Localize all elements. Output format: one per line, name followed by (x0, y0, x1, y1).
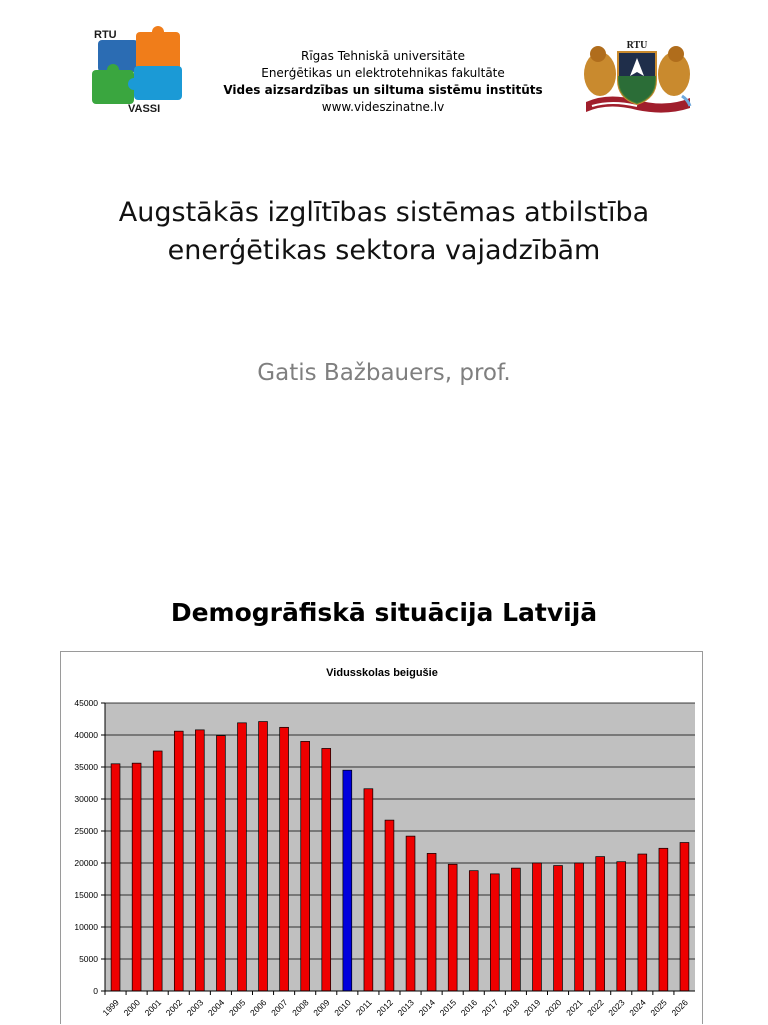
slide-title-line-1: Augstākās izglītības sistēmas atbilstība (118, 197, 650, 228)
bar-2010 (343, 770, 352, 991)
bar-chart (61, 652, 704, 1025)
x-tick-label: 2006 (247, 997, 269, 1018)
bar-2022 (596, 857, 605, 991)
author-name: Gatis Bažbauers, prof. (257, 360, 511, 386)
x-tick-label: 2026 (669, 997, 690, 1018)
y-tick-label: 45000 (74, 698, 98, 708)
bar-2015 (448, 864, 457, 991)
x-tick-label: 2005 (226, 997, 248, 1018)
y-tick-label: 5000 (79, 954, 98, 964)
x-tick-label: 2007 (269, 997, 290, 1018)
x-tick-label: 2010 (332, 997, 353, 1018)
institution-block (200, 48, 566, 116)
x-tick-label: 2022 (585, 997, 606, 1018)
bar-2000 (132, 763, 141, 991)
y-tick-label: 25000 (74, 826, 98, 836)
bar-2021 (575, 863, 584, 991)
y-tick-label: 0 (93, 986, 98, 996)
x-tick-label: 2023 (606, 997, 627, 1018)
bar-2001 (153, 751, 162, 991)
bar-2013 (406, 836, 415, 991)
x-tick-label: 2012 (374, 997, 395, 1018)
bar-2004 (216, 736, 225, 991)
bar-2026 (680, 843, 689, 991)
x-tick-label: 2000 (121, 997, 143, 1018)
x-tick-label: 2018 (500, 997, 522, 1018)
rtu-vassi-logo (68, 26, 198, 114)
x-tick-label: 2020 (542, 997, 564, 1018)
x-tick-label: 1999 (100, 997, 121, 1018)
x-tick-label: 2008 (290, 997, 311, 1018)
x-tick-label: 2011 (353, 997, 374, 1018)
slide-title-line-2: enerģētikas sektora vajadzībām (167, 235, 601, 266)
x-tick-label: 2021 (564, 997, 585, 1018)
x-tick-label: 2016 (458, 997, 480, 1018)
x-tick-label: 2002 (163, 997, 185, 1018)
y-tick-label: 10000 (74, 922, 98, 932)
x-tick-label: 2014 (416, 997, 438, 1018)
bar-2006 (259, 722, 268, 991)
y-tick-label: 40000 (74, 730, 98, 740)
bar-2011 (364, 789, 373, 991)
bar-2025 (659, 848, 668, 991)
plot-area (105, 703, 695, 991)
logo-right-text: RTU (626, 40, 648, 51)
bar-2023 (617, 862, 626, 991)
x-tick-label: 2015 (437, 997, 459, 1018)
slide-title (60, 194, 708, 270)
bar-2005 (238, 723, 247, 991)
bar-2016 (469, 871, 478, 991)
bar-2020 (554, 866, 563, 991)
bar-2003 (195, 730, 204, 991)
x-tick-label: 2003 (184, 997, 206, 1018)
bar-2017 (490, 874, 499, 991)
x-tick-label: 2001 (142, 997, 164, 1018)
x-tick-label: 2024 (627, 997, 648, 1018)
x-tick-label: 2009 (311, 997, 332, 1018)
bar-2002 (174, 731, 183, 991)
chart-frame (60, 651, 703, 1024)
institution-url: www.videszinatne.lv (321, 100, 445, 114)
bar-2009 (322, 748, 331, 991)
institution-university: Rīgas Tehniskā universitāte (301, 49, 465, 63)
chart-title: Vidusskolas beigušie (326, 667, 438, 679)
x-tick-label: 2013 (395, 997, 416, 1018)
bar-2024 (638, 854, 647, 991)
x-tick-label: 2019 (521, 997, 543, 1018)
bar-2008 (301, 741, 310, 991)
bar-2019 (533, 863, 542, 991)
bar-2018 (511, 868, 520, 991)
x-tick-label: 2004 (205, 997, 227, 1018)
institution-institute: Vides aizsardzības un siltuma sistēmu institūts (223, 83, 543, 97)
y-tick-label: 30000 (74, 794, 98, 804)
bar-1999 (111, 764, 120, 991)
section-title: Demogrāfiskā situācija Latvijā (170, 598, 598, 627)
logo-left-top-text: RTU (94, 29, 117, 41)
rtu-coat-of-arms-logo (578, 36, 696, 116)
institution-faculty: Enerģētikas un elektrotehnikas fakultāte (261, 66, 505, 80)
bar-2012 (385, 820, 394, 991)
logo-left-bottom-text: VASSI (128, 103, 161, 114)
y-tick-label: 20000 (74, 858, 98, 868)
bar-2014 (427, 853, 436, 991)
x-tick-label: 2025 (648, 997, 669, 1018)
bar-2007 (280, 727, 289, 991)
x-tick-label: 2017 (479, 997, 501, 1018)
y-tick-label: 35000 (74, 762, 98, 772)
y-tick-label: 15000 (74, 890, 98, 900)
